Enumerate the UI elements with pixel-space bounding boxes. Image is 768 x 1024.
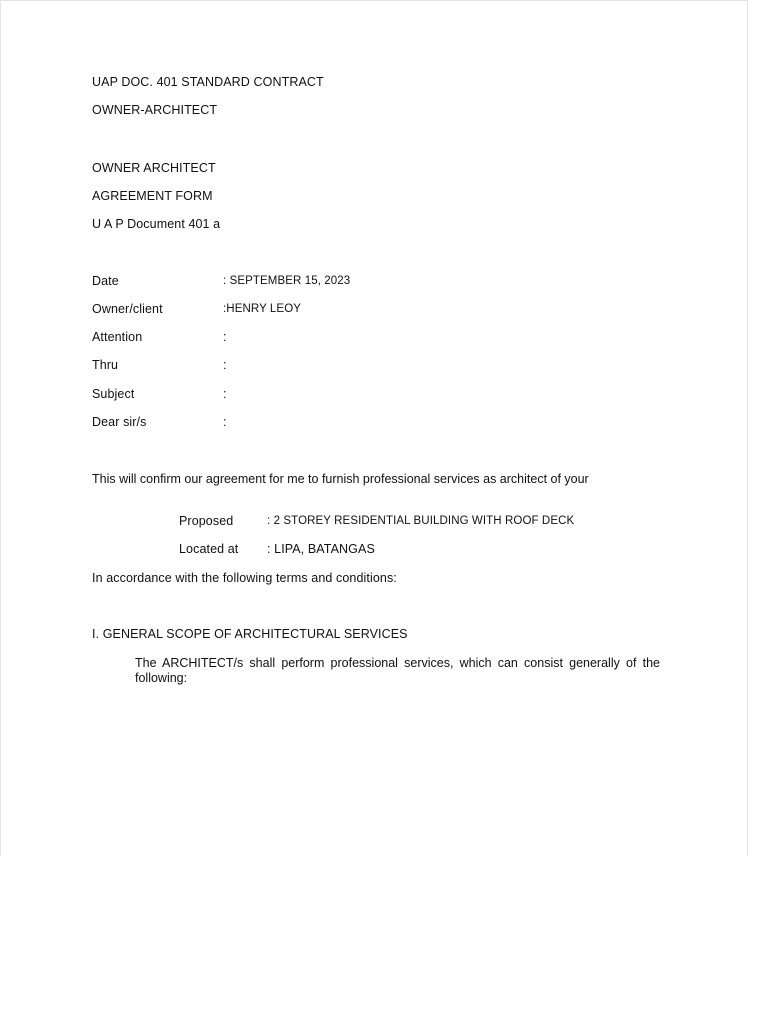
field-label-date: Date <box>92 274 119 288</box>
field-value-subject: : <box>223 387 227 401</box>
form-document-number: U A P Document 401 a <box>92 217 221 231</box>
contract-title: UAP DOC. 401 STANDARD CONTRACT <box>92 75 324 89</box>
located-value: : LIPA, BATANGAS <box>267 542 375 556</box>
intro-paragraph: This will confirm our agreement for me to furnish professional services as architect of your <box>92 472 589 486</box>
field-value-owner: :HENRY LEOY <box>223 303 302 315</box>
form-title-line2: AGREEMENT FORM <box>92 189 213 203</box>
form-title-line1: OWNER ARCHITECT <box>92 161 216 175</box>
contract-subtitle: OWNER-ARCHITECT <box>92 103 218 117</box>
located-label: Located at <box>179 542 239 556</box>
terms-intro: In accordance with the following terms and conditions: <box>92 571 397 585</box>
field-label-thru: Thru <box>92 358 119 372</box>
field-value-date: : SEPTEMBER 15, 2023 <box>223 275 351 287</box>
field-value-salutation: : <box>223 415 227 429</box>
section-heading: I. GENERAL SCOPE OF ARCHITECTURAL SERVICES <box>92 627 408 641</box>
field-label-owner: Owner/client <box>92 302 163 316</box>
field-value-thru: : <box>223 358 227 372</box>
field-label-subject: Subject <box>92 387 135 401</box>
field-value-attention: : <box>223 330 227 344</box>
field-label-salutation: Dear sir/s <box>92 415 147 429</box>
field-label-attention: Attention <box>92 330 143 344</box>
section-body: The ARCHITECT/s shall perform professional services, which can consist generally of the following: <box>135 656 660 685</box>
proposed-label: Proposed <box>179 514 234 528</box>
proposed-value: : 2 STOREY RESIDENTIAL BUILDING WITH ROOF DECK <box>267 515 575 527</box>
